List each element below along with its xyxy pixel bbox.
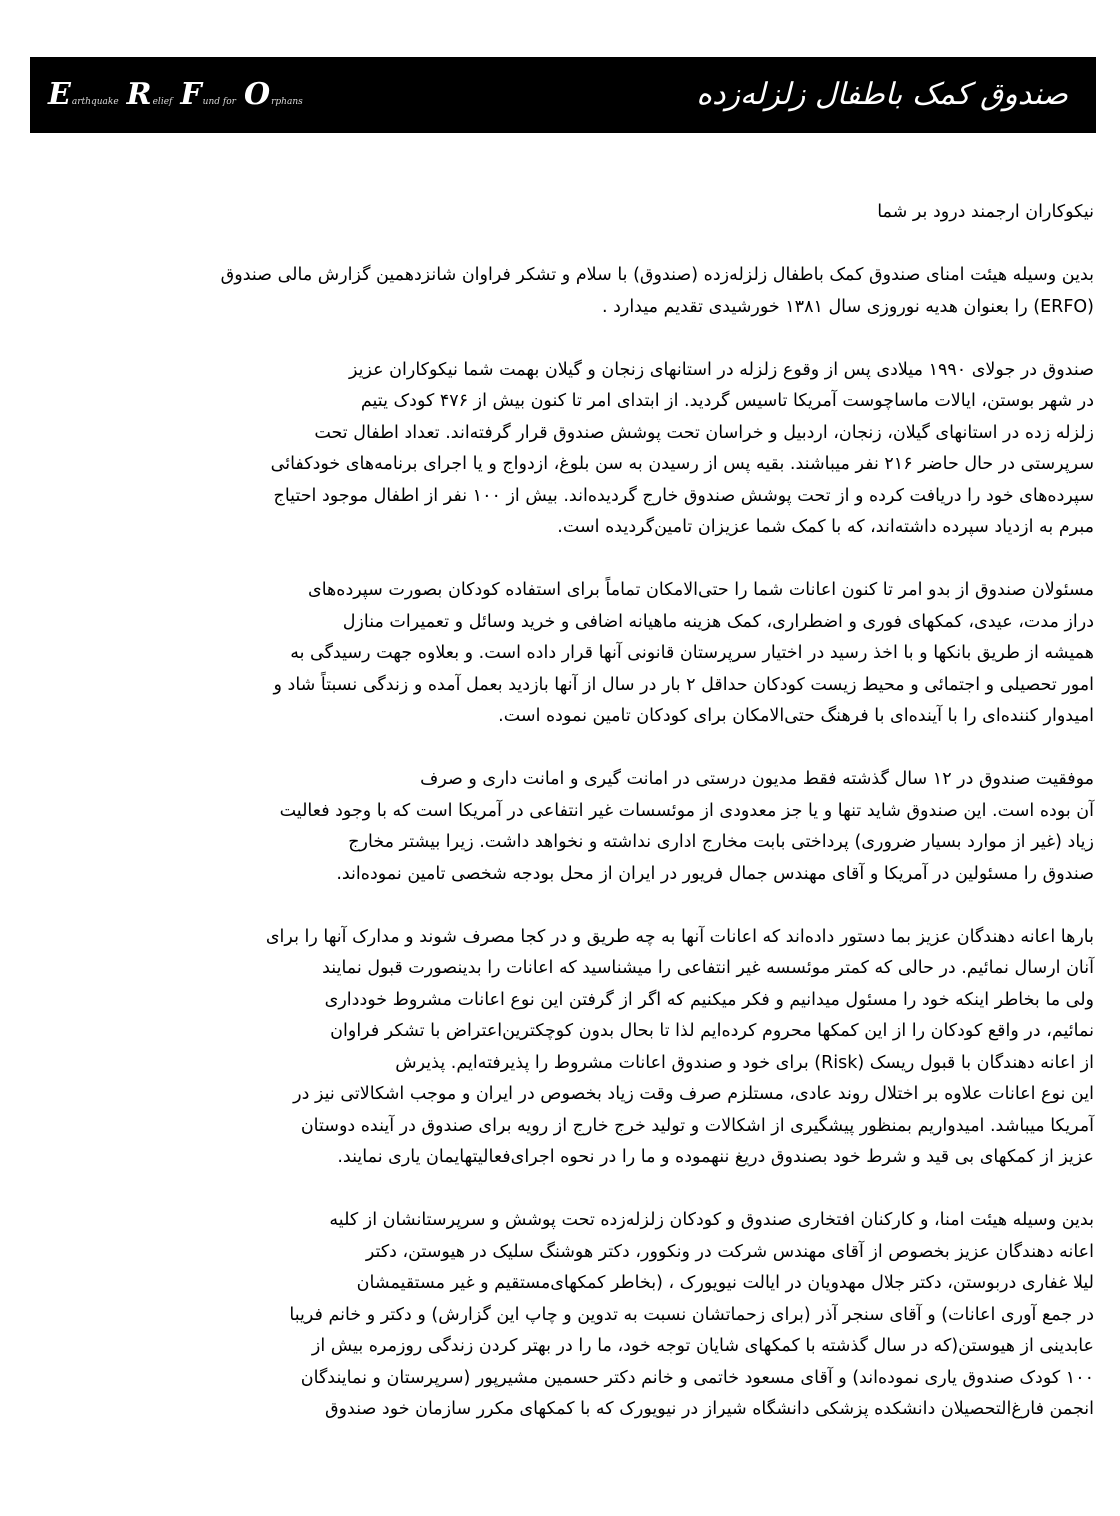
greeting-line: نیکوکاران ارجمند درود بر شما xyxy=(877,202,1094,222)
logo-letter: F xyxy=(180,77,202,112)
text-line: آنان ارسال نمائیم. در حالی که کمتر موئسسه غیر انتفاعی را میشناسید که اعانات را بدینصورت قبول نمایند xyxy=(322,958,1094,978)
text-line: بدین وسیله هیئت امنای صندوق کمک باطفال زلزله‌زده (صندوق) با سلام و تشکر فراوان شانزدهمین گزارش مالی صندوق xyxy=(220,265,1094,285)
paragraph xyxy=(174,1205,1094,1426)
text-line: صندوق را مسئولین در آمریکا و آقای مهندس جمال فریور در ایران از محل بودجه شخصی تامین نموده‌اند. xyxy=(336,863,1094,884)
text-line: این نوع اعانات علاوه بر اختلال روند عادی، مستلزم صرف وقت زیاد بخصوص در ایران و موجب اشکالاتی نیز در xyxy=(293,1084,1094,1104)
text-line: زیاد (غیر از موارد بسیار ضروری) پرداختی بابت مخارج اداری نداشته و نخواهد داشت. زیرا بیشتر مخارج xyxy=(348,832,1094,852)
text-line: بارها اعانه دهندگان عزیز بما دستور داده‌اند که اعانات آنها به چه طریق و در کجا مصرف شوند و مدارک آنها را برای xyxy=(265,926,1094,947)
text-line: دراز مدت، عیدی، کمکهای فوری و اضطراری، کمک هزینه ماهیانه اضافی و خرید وسائل و تعمیرات منازل xyxy=(342,611,1094,632)
text-line: (ERFO) را بعنوان هدیه نوروزی سال ۱۳۸۱ خورشیدی تقدیم میدارد . xyxy=(601,296,1094,317)
paragraph-list xyxy=(174,260,1094,1426)
text-line: از اعانه دهندگان با قبول ریسک (Risk) برای خود و صندوق اعانات مشروط را پذیرفته‌ایم. پذیرش xyxy=(395,1052,1094,1073)
fund-title: صندوق کمک باطفال زلزله‌زده xyxy=(696,77,1068,112)
text-line: موفقیت صندوق در ۱۲ سال گذشته فقط مدیون درستی در امانت گیری و امانت داری و صرف xyxy=(420,769,1094,789)
logo-word: rphans xyxy=(271,97,303,107)
letter-body xyxy=(174,197,1094,1457)
erfo-logo xyxy=(48,69,311,121)
greeting xyxy=(174,197,1094,229)
text-line: سرپرستی در حال حاضر ۲۱۶ نفر میباشند. بقیه پس از رسیدن به سن بلوغ، ازدواج و یا اجرای برنامه‌های خودکفائی xyxy=(270,454,1094,474)
text-line: اعانه دهندگان عزیز بخصوص از آقای مهندس شرکت در ونکوور، دکتر هوشنگ سلیک در هیوستن، دکتر xyxy=(365,1241,1094,1262)
text-line: امور تحصیلی و اجتمائی و محیط زیست کودکان حداقل ۲ بار در سال از آنها بازدید بعمل آمده و زندگی نسبتاً شاد و xyxy=(273,674,1094,695)
text-line: در شهر بوستن، ایالات ماساچوست آمریکا تاسیس گردید. از ابتدای امر تا کنون بیش از ۴۷۶ کودک یتیم xyxy=(360,391,1094,411)
text-line: مبرم به ازدیاد سپرده داشته‌اند، که با کمک شما عزیزان تامین‌گردیده است. xyxy=(557,517,1094,537)
text-line: ولی ما بخاطر اینکه خود را مسئول میدانیم و فکر میکنیم که اگر از گرفتن این نوع اعانات مشروط خودداری xyxy=(324,989,1094,1010)
text-line: امیدوار کننده‌ای را با آینده‌ای با فرهنگ حتی‌الامکان برای کودکان تامین نموده است. xyxy=(498,706,1094,726)
text-line: ۱۰۰ کودک صندوق یاری نموده‌اند) و آقای مسعود خاتمی و خانم دکتر حسمین مشیرپور (سرپرستان و نمایندگان xyxy=(300,1367,1094,1388)
text-line: آن بوده است. این صندوق شاید تنها و یا جز معدودی از موئسسات غیر انتفاعی در آمریکا است که با وجود فعالیت xyxy=(279,800,1094,821)
text-line: انجمن فارغ‌التحصیلان دانشکده پزشکی دانشگاه شیراز در نیویورک که با کمکهای مکرر سازمان خود صندوق xyxy=(324,1399,1094,1419)
text-line: نمائیم، در واقع کودکان را از این کمکها محروم کرده‌ایم لذا تا بحال بدون کوچکترین‌اعتراض با تشکر فراوان xyxy=(330,1021,1094,1041)
text-line: بدین وسیله هیئت امنا، و کارکنان افتخاری صندوق و کودکان زلزله‌زده تحت پوشش و سرپرستانشان از کلیه xyxy=(329,1210,1094,1230)
logo-word: elief xyxy=(152,97,173,107)
text-line: زلزله زده در استانهای گیلان، زنجان، اردبیل و خراسان تحت پوشش صندوق قرار گرفته‌اند. تعداد اطفال تحت xyxy=(314,422,1094,443)
text-line: عابدینی از هیوستن(که در سال گذشته با کمکهای شایان توجه خود، ما را در بهتر کردن زندگی روزمره بیش از xyxy=(311,1336,1094,1356)
paragraph xyxy=(174,575,1094,733)
logo-word: arthquake xyxy=(71,97,119,107)
paragraph xyxy=(174,260,1094,323)
header-banner xyxy=(30,57,1096,133)
logo-word: und for xyxy=(202,97,236,107)
paragraph xyxy=(174,764,1094,890)
text-line: آمریکا میباشد. امیدواریم بمنظور پیشگیری از اشکالات و تولید خرج خارج از رویه برای صندوق در آینده دوستان xyxy=(300,1115,1094,1136)
text-line: صندوق در جولای ۱۹۹۰ میلادی پس از وقوع زلزله در استانهای زنجان و گیلان بهمت شما نیکوکاران عزیز xyxy=(348,359,1094,380)
text-line: همیشه از طریق بانکها و با اخذ رسید در اختیار سرپرستان قانونی آنها قرار داده است. و بعلاوه جهت رسیدگی به xyxy=(290,643,1094,663)
paragraph xyxy=(174,922,1094,1174)
paragraph xyxy=(174,355,1094,544)
text-line: سپرده‌های خود را دریافت کرده و از تحت پوشش صندوق خارج گردیده‌اند. بیش از ۱۰۰ نفر از اطفال موجود احتیاج xyxy=(273,485,1094,506)
logo-letter: E xyxy=(48,77,71,112)
text-line: عزیز از کمکهای بی قید و شرط خود بصندوق دریغ ننهموده و ما را در نحوه اجرای‌فعالیتهایمان یاری نمایند. xyxy=(337,1147,1094,1167)
text-line: لیلا غفاری دربوستن، دکتر جلال مهدویان در ایالت نیویورک ، (بخاطر کمکهای‌مستقیم و غیر مستقیمشان xyxy=(356,1273,1094,1293)
logo-letter: R xyxy=(126,77,152,112)
logo-letter: O xyxy=(243,77,271,112)
text-line: در جمع آوری اعانات) و آقای سنجر آذر (برای زحماتشان نسبت به تدوین و چاپ این گزارش) و دکتر و خانم فریبا xyxy=(289,1304,1094,1325)
text-line: مسئولان صندوق از بدو امر تا کنون اعانات شما را حتی‌الامکان تماماً برای استفاده کودکان بصورت سپرده‌های xyxy=(308,580,1094,600)
